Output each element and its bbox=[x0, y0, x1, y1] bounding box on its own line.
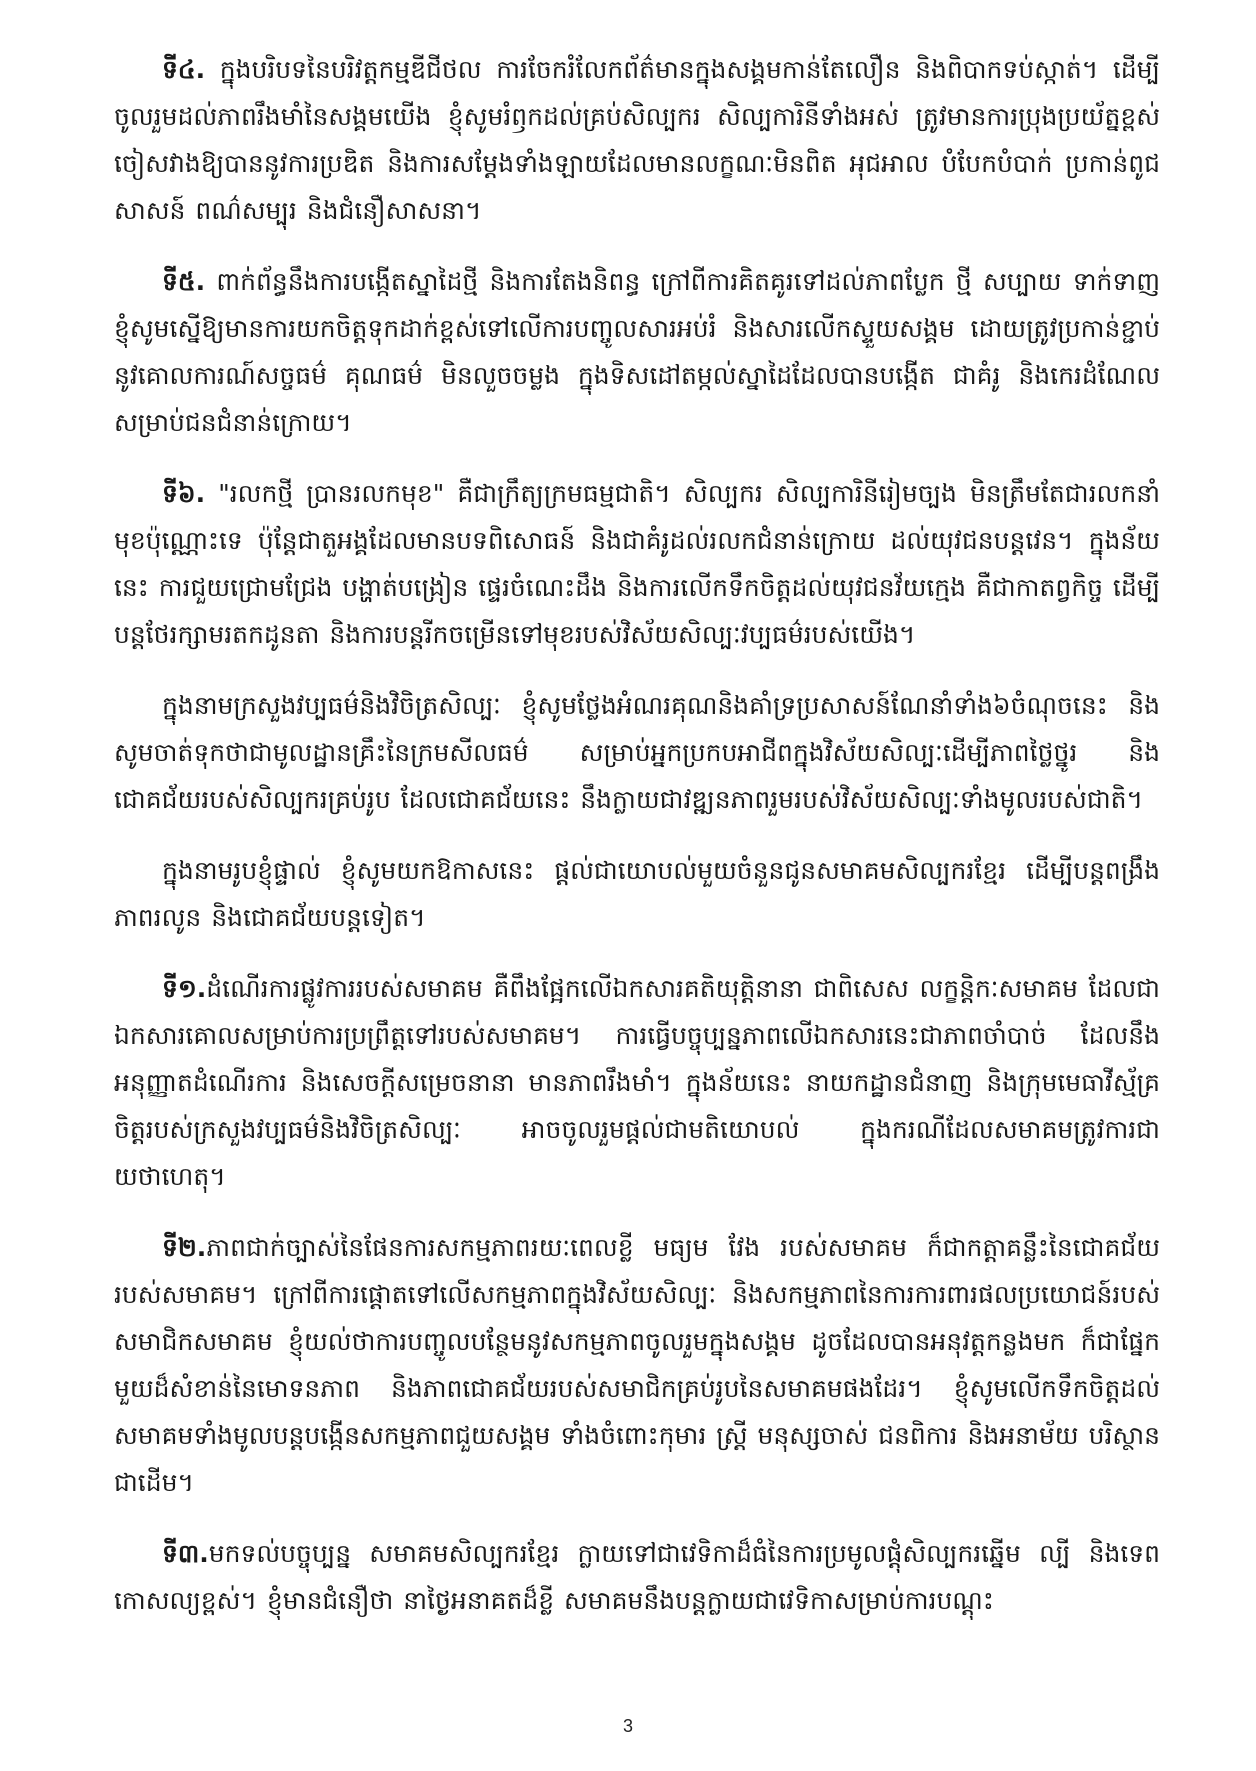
paragraph-point-6 bbox=[114, 470, 1160, 658]
paragraph-lead: ទី៣. bbox=[162, 1539, 209, 1568]
paragraph-text: "រលកថ្មី ប្រានរលកមុខ" គឺជាក្រឹត្យក្រមធម្មជាតិ។ សិល្បករ សិល្បការិនីរៀមច្បង មិនត្រឹមតែជារលកនាំមុខប៉ុណ្ណោះទេ ប៉ុន្តែជាតួអង្គដែលមានបទពិសោធន៍ និងជាគំរូដល់រលកជំនាន់ក្រោយ ដល់យុវជនបន្តវេន។ ក្នុងន័យនេះ ការជួយជ្រោមជ្រែង បង្ហាត់បង្រៀន ផ្ទេរចំណេះដឹង និងការលើកទឹកចិត្តដល់យុវជនវ័យក្មេង គឺជាកាតព្វកិច្ច ដើម្បីបន្តថែរក្សាមរតកដូនតា និងការបន្តរីកចម្រើនទៅមុខរបស់វិស័យសិល្បៈវប្បធម៌របស់យើង។ bbox=[114, 479, 1161, 649]
page-number: 3 bbox=[622, 1716, 633, 1736]
paragraph-lead: ទី៤. bbox=[162, 55, 206, 84]
paragraph-ministry-thanks bbox=[114, 682, 1160, 823]
paragraph-text: ដំណើរការផ្លូវការរបស់សមាគម គឺពឹងផ្អែកលើឯកសារគតិយុត្តិនានា ជាពិសេស លក្ខន្តិកៈសមាគម ដែលជាឯកសារគោលសម្រាប់ការប្រព្រឹត្តទៅរបស់សមាគម។ ការធ្វើបច្ចុប្បន្នភាពលើឯកសារនេះជាភាពចាំបាច់ ដែលនឹងអនុញ្ញាតដំណើរការ និងសេចក្តីសម្រេចនានា មានភាពរឹងមាំ។ ក្នុងន័យនេះ នាយកដ្ឋានជំនាញ និងក្រុមមេធាវីស្ម័គ្រចិត្តរបស់ក្រសួងវប្បធម៌និងវិចិត្រសិល្បៈ អាចចូលរួមផ្តល់ជាមតិយោបល់ ក្នុងករណីដែលសមាគមត្រូវការជាយថាហេតុ។ bbox=[114, 974, 1160, 1191]
paragraph-text: ក្នុងនាមរូបខ្ញុំផ្ទាល់ ខ្ញុំសូមយកឱកាសនេះ ផ្តល់ជាយោបល់មួយចំនួនជូនសមាគមសិល្បករខ្មែរ ដើម្បីបន្តពង្រឹងភាពរលូន និងជោគជ័យបន្តទៀត។ bbox=[114, 856, 1160, 932]
paragraph-text: ភាពជាក់ច្បាស់នៃផែនការសកម្មភាពរយៈពេលខ្លី មធ្យម វែង របស់សមាគម ក៏ជាកត្តាគន្លឹះនៃជោគជ័យរបស់សមាគម។ ក្រៅពីការផ្តោតទៅលើសកម្មភាពក្នុងវិស័យសិល្បៈ និងសកម្មភាពនៃការការពារផលប្រយោជន៍របស់សមាជិកសមាគម ខ្ញុំយល់ថាការបញ្ចូលបន្ថែមនូវសកម្មភាពចូលរួមក្នុងសង្គម ដូចដែលបានអនុវត្តកន្លងមក ក៏ជាផ្នែកមួយដ៏សំខាន់នៃមោទនភាព និងភាពជោគជ័យរបស់សមាជិកគ្រប់រូបនៃសមាគមផងដែរ។ ខ្ញុំសូមលើកទឹកចិត្តដល់សមាគមទាំងមូលបន្តបង្កើនសកម្មភាពជួយសង្គម ទាំងចំពោះកុមារ ស្ត្រី មនុស្សចាស់ ជនពិការ និងអនាម័យ បរិស្ថានជាដើម។ bbox=[114, 1233, 1160, 1497]
paragraph-personal-opinion bbox=[114, 847, 1160, 941]
paragraph-text: ក្នុងបរិបទនៃបរិវត្តកម្មឌីជីថល ការចែករំលែកព័ត៌មានក្នុងសង្គមកាន់តែលឿន និងពិបាកទប់ស្កាត់។ ដើម្បីចូលរួមដល់ភាពរឹងមាំនៃសង្គមយើង ខ្ញុំសូមរំឭកដល់គ្រប់សិល្បករ សិល្បការិនីទាំងអស់ ត្រូវមានការប្រុងប្រយ័ត្នខ្ពស់ ចៀសវាងឱ្យបាននូវការប្រឌិត និងការសម្តែងទាំងឡាយដែលមានលក្ខណៈមិនពិត អុជអាល បំបែកបំបាក់ ប្រកាន់ពូជសាសន៍ ពណ៌សម្បុរ និងជំនឿសាសនា។ bbox=[114, 55, 1160, 225]
paragraph-suggestion-2 bbox=[114, 1224, 1160, 1506]
paragraph-suggestion-3 bbox=[114, 1530, 1160, 1624]
paragraph-lead: ទី១. bbox=[162, 974, 207, 1003]
paragraph-text: ក្នុងនាមក្រសួងវប្បធម៌និងវិចិត្រសិល្បៈ ខ្ញុំសូមថ្លែងអំណរគុណនិងគាំទ្រប្រសាសន៍ណែនាំទាំង៦ចំណុចនេះ និងសូមចាត់ទុកថាជាមូលដ្ឋានគ្រឹះនៃក្រមសីលធម៌ សម្រាប់អ្នកប្រកបអាជីពក្នុងវិស័យសិល្បៈដើម្បីភាពថ្លៃថ្នូរ និងជោគជ័យរបស់សិល្បករគ្រប់រូប ដែលជោគជ័យនេះ នឹងក្លាយជាវឌ្ឍនភាពរួមរបស់វិស័យសិល្បៈទាំងមូលរបស់ជាតិ។ bbox=[114, 691, 1160, 814]
paragraph-suggestion-1 bbox=[114, 965, 1160, 1200]
paragraph-point-5 bbox=[114, 258, 1160, 446]
paragraph-point-4 bbox=[114, 46, 1160, 234]
paragraph-lead: ទី៥. bbox=[162, 267, 206, 296]
paragraph-lead: ទី៦. bbox=[162, 479, 206, 508]
paragraph-text: ពាក់ព័ន្ធនឹងការបង្កើតស្នាដៃថ្មី និងការតែងនិពន្ធ ក្រៅពីការគិតគូរទៅដល់ភាពប្លែក ថ្មី សប្បាយ ទាក់ទាញ ខ្ញុំសូមស្នើឱ្យមានការយកចិត្តទុកដាក់ខ្ពស់ទៅលើការបញ្ចូលសារអប់រំ និងសារលើកស្ទួយសង្គម ដោយត្រូវប្រកាន់ខ្ជាប់នូវគោលការណ៍សច្ចធម៌ គុណធម៌ មិនលួចចម្លង ក្នុងទិសដៅតម្កល់ស្នាដៃដែលបានបង្កើត ជាគំរូ និងកេរដំណែលសម្រាប់ជនជំនាន់ក្រោយ។ bbox=[114, 267, 1160, 437]
paragraph-lead: ទី២. bbox=[162, 1233, 207, 1262]
paragraph-text: មកទល់បច្ចុប្បន្ន សមាគមសិល្បករខ្មែរ ក្លាយទៅជាវេទិកាដ៏ធំនៃការប្រមូលផ្តុំសិល្បករឆ្នើម ល្បី និងទេពកោសល្យខ្ពស់។ ខ្ញុំមានជំនឿថា នាថ្ងៃអនាគតដ៏ខ្លី សមាគមនឹងបន្តក្លាយជាវេទិកាសម្រាប់ការបណ្តុះ bbox=[114, 1539, 1160, 1615]
